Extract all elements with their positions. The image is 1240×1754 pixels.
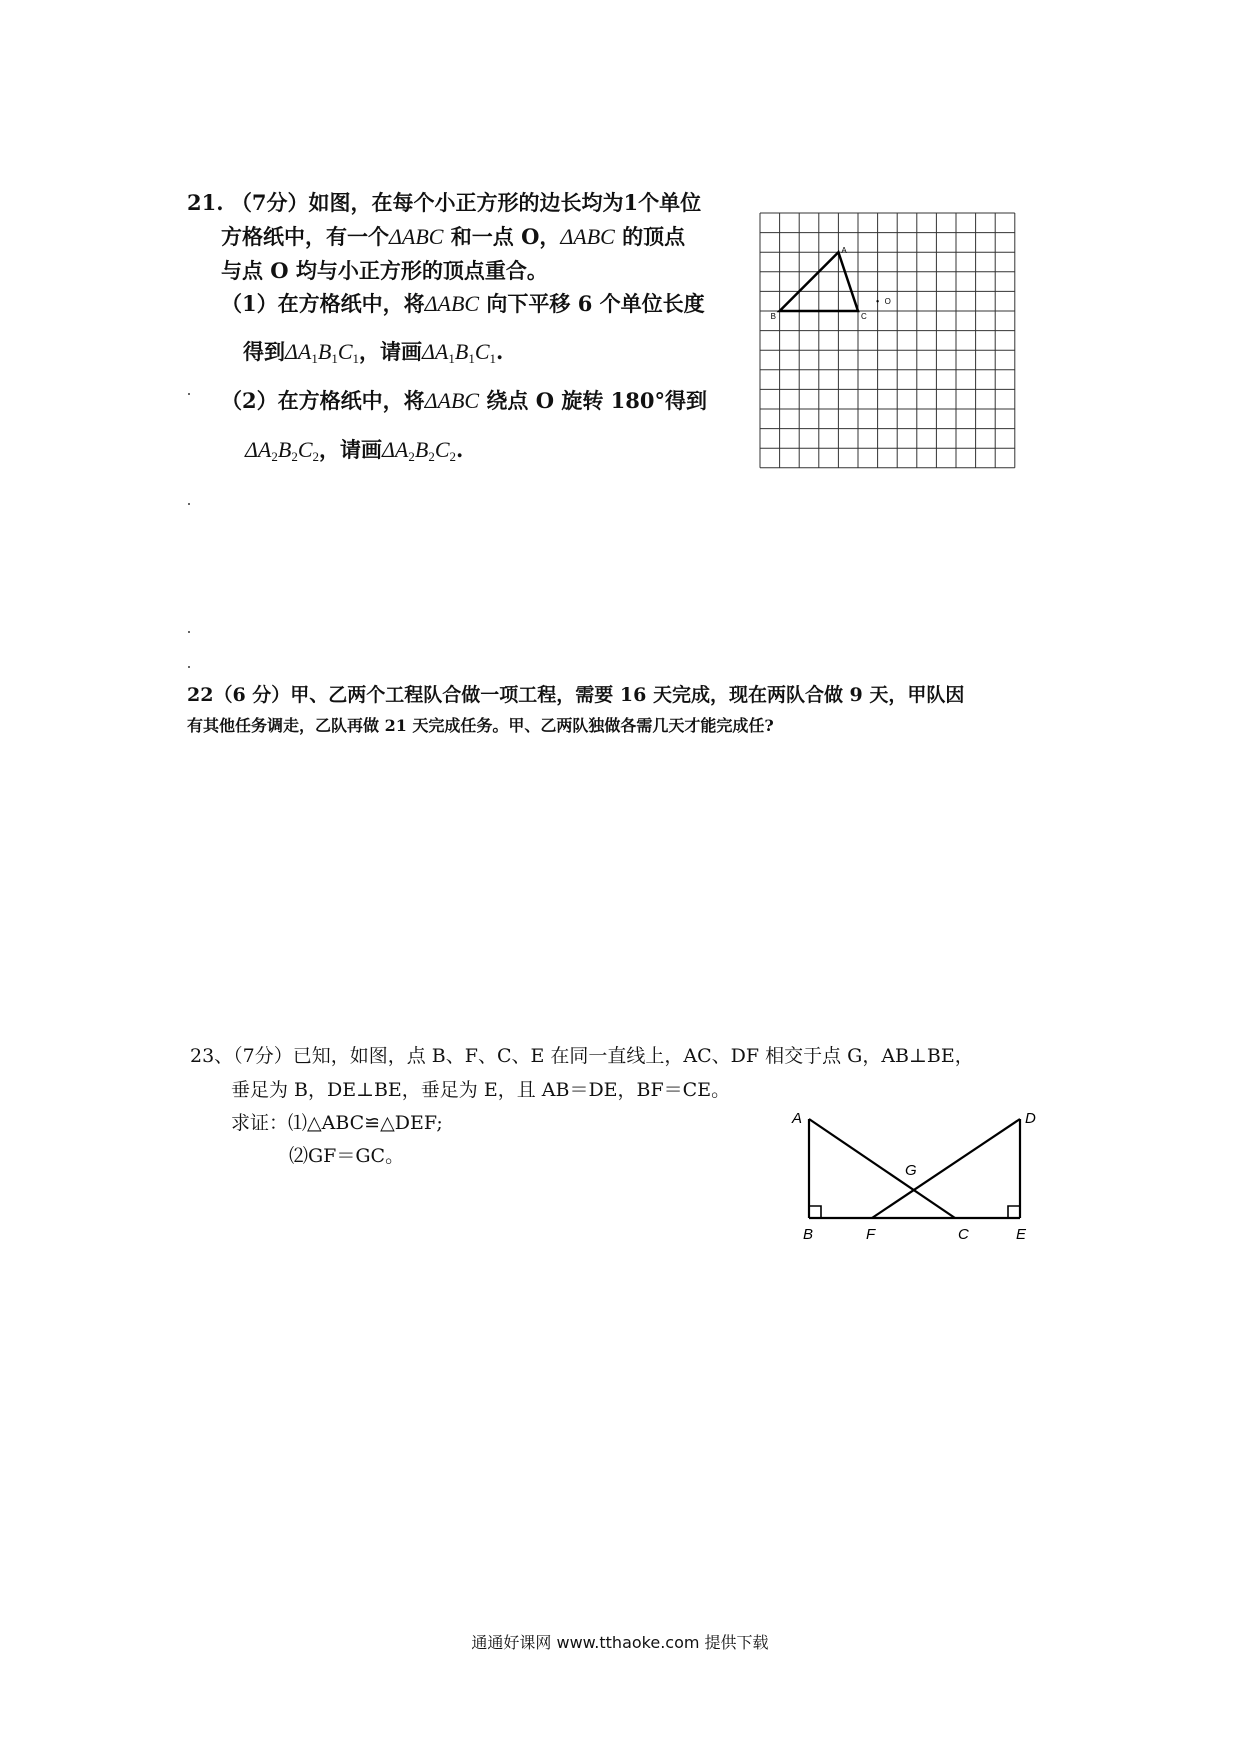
- q21-line4a: （1）在方格纸中，将: [221, 291, 425, 316]
- margin-speck: [188, 666, 190, 668]
- q23-line2: 垂足为 B，DE⊥BE，垂足为 E，且 AB＝DE，BF＝CE。: [231, 1079, 731, 1101]
- q21-line6a: （2）在方格纸中，将: [221, 388, 425, 413]
- q21-line5b: ，请画: [359, 339, 422, 364]
- q21-period-1: .: [496, 339, 504, 364]
- q21-line5: [243, 336, 503, 367]
- fig-label-c: C: [958, 1226, 969, 1243]
- q21-line2: [221, 221, 685, 251]
- margin-speck: [188, 631, 190, 633]
- triangle-abc-symbol-4: ΔABC: [424, 388, 480, 413]
- fig-label-f: F: [866, 1226, 876, 1243]
- q21-line4b: 向下平移 6 个单位长度: [486, 291, 705, 316]
- q21-period-2: .: [456, 437, 464, 462]
- margin-speck: [188, 393, 190, 395]
- segment-df: [872, 1119, 1020, 1218]
- fig-label-e: E: [1016, 1226, 1027, 1243]
- grid-label-a: A: [841, 246, 847, 256]
- grid-label-b: B: [770, 312, 776, 321]
- q21-line2b: 和一点 O，: [450, 224, 561, 249]
- margin-speck: [188, 503, 190, 505]
- q21-line6b: 绕点 O 旋转 180°得到: [486, 388, 707, 413]
- fig-label-a: A: [792, 1110, 803, 1127]
- q23-line3: 求证：⑴△ABC≌△DEF;: [231, 1112, 443, 1134]
- fig-label-g: G: [905, 1162, 917, 1179]
- triangle-abc-symbol-2: ΔABC: [560, 224, 615, 249]
- grid-figure: [758, 211, 1016, 469]
- q22-line2: 有其他任务调走，乙队再做 21 天完成任务。甲、乙两队独做各需几天才能完成任?: [187, 716, 774, 735]
- q23-line4: ⑵GF＝GC。: [289, 1145, 405, 1167]
- point-o: [876, 300, 878, 302]
- q21-line2c: 的顶点: [622, 224, 686, 249]
- q21-line4: [221, 288, 705, 318]
- triangle-abc-symbol: ΔABC: [389, 224, 444, 249]
- triangle-abc-symbol-3: ΔABC: [424, 291, 480, 316]
- segment-ac: [809, 1119, 955, 1218]
- q23-line1: 23、（7分）已知，如图，点 B、F、C、E 在同一直线上，AC、DF 相交于点 G，AB⊥BE，: [190, 1045, 974, 1067]
- q21-line3: 与点 O 均与小正方形的顶点重合。: [221, 258, 548, 283]
- right-angle-b: [809, 1206, 821, 1218]
- fig-label-b: B: [803, 1226, 814, 1243]
- triangle-a2b2c2-symbol-2: $\Delta A_2B_2C_2$: [382, 437, 456, 464]
- right-angle-e: [1008, 1206, 1020, 1218]
- grid-label-c: C: [861, 312, 867, 321]
- fig-label-d: D: [1025, 1110, 1036, 1127]
- triangle-a1b1c1-symbol-2: $\Delta A_1B_1C_1$: [422, 339, 496, 366]
- triangle-a1b1c1-symbol: $\Delta A_1B_1C_1$: [285, 339, 359, 366]
- triangle-a2b2c2-symbol: $\Delta A_2B_2C_2$: [245, 437, 319, 464]
- q21-line7b: ，请画: [319, 437, 382, 462]
- grid-label-o: O: [884, 297, 891, 307]
- q22-line1: 22（6 分）甲、乙两个工程队合做一项工程，需要 16 天完成，现在两队合做 9 天，甲队因: [187, 684, 965, 706]
- triangle-figure: [780, 1105, 1040, 1245]
- page-footer: 通通好课网 www.tthaoke.com 提供下载: [471, 1633, 769, 1652]
- q21-line7: [245, 434, 463, 465]
- q21-line5a: 得到: [243, 339, 285, 364]
- grid-lines: [760, 213, 1015, 468]
- q21-line6: [221, 385, 707, 415]
- q21-line2a: 方格纸中，有一个: [221, 224, 389, 249]
- q21-line1: 21. （7分）如图，在每个小正方形的边长均为1个单位: [187, 190, 702, 215]
